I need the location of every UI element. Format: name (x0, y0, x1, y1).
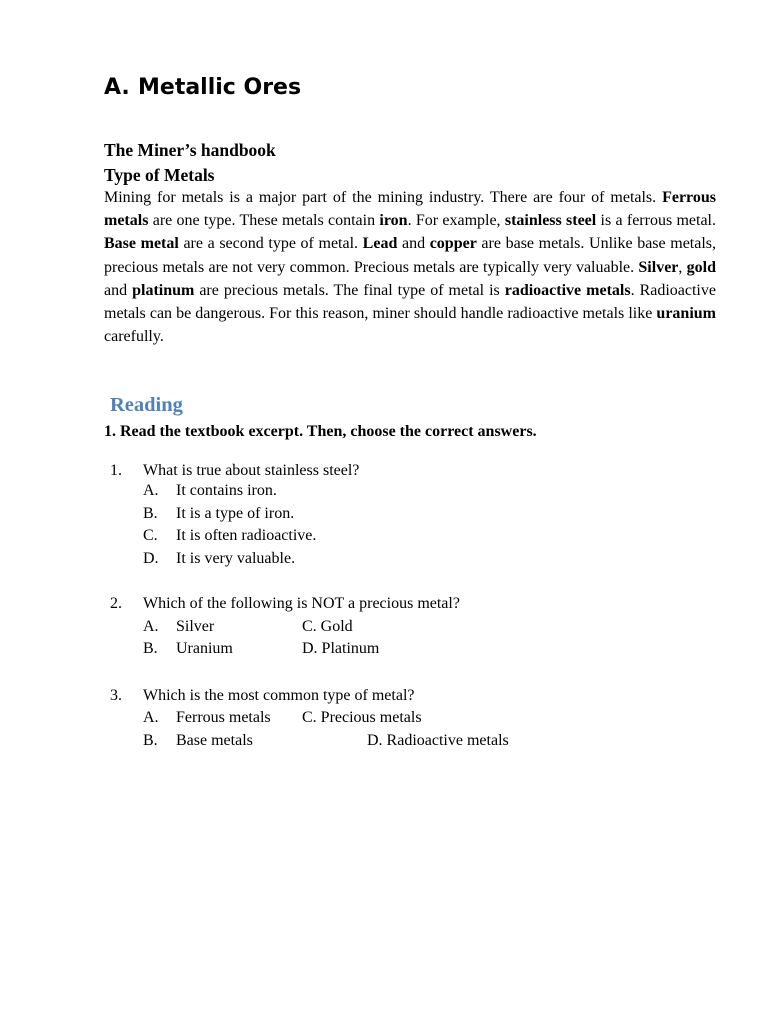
bold-term: copper (429, 235, 477, 253)
q1-option-a-letter: A. (143, 482, 159, 499)
paragraph-text: are precious metals. The final type of metal is (194, 281, 505, 299)
bold-term: Ferrous metals (104, 189, 716, 230)
paragraph-text: , (678, 258, 687, 276)
q3-option-a-text: Ferrous metals (176, 709, 271, 726)
instruction-text: 1. Read the textbook excerpt. Then, choose the correct answers. (104, 423, 537, 440)
bold-term: uranium (656, 305, 716, 323)
q2-option-d: D. Platinum (302, 640, 380, 657)
paragraph-text: are one type. These metals contain (148, 212, 380, 230)
question-2-number: 2. (110, 595, 122, 612)
q2-option-a-text: Silver (176, 618, 215, 635)
paragraph-text: Mining for metals is a major part of the mining industry. There are four of metals. (104, 189, 663, 206)
paragraph-text: is a ferrous metal. (596, 212, 717, 230)
question-1-text: What is true about stainless steel? (143, 462, 360, 479)
bold-term: Lead (362, 235, 398, 253)
question-3-text: Which is the most common type of metal? (143, 687, 415, 704)
handbook-title: The Miner’s handbook (104, 140, 276, 160)
bold-term: radioactive metals (504, 281, 631, 299)
section-letter: A. (104, 75, 130, 100)
paragraph-text: . For example, (407, 212, 505, 230)
question-2-text: Which of the following is NOT a precious metal? (143, 595, 460, 612)
q3-option-b-letter: B. (143, 732, 158, 749)
paragraph-text: are a second type of metal. (178, 235, 363, 253)
paragraph-text: are base metals. Unlike base metals, precious metals are not very common. Precious metals are typically very valuable. (104, 235, 717, 276)
q1-option-c-text: It is often radioactive. (176, 527, 317, 544)
q1-option-b-text: It is a type of iron. (176, 505, 295, 522)
q3-option-b-text: Base metals (176, 732, 253, 749)
bold-term: gold (686, 258, 717, 276)
bold-term: platinum (132, 281, 195, 299)
q3-option-a-letter: A. (143, 709, 159, 726)
excerpt-paragraph (104, 186, 716, 348)
q2-option-c: C. Gold (302, 618, 353, 635)
q2-option-b-text: Uranium (176, 640, 233, 657)
section-title (104, 72, 301, 104)
question-1-number: 1. (110, 462, 122, 479)
q1-option-b-letter: B. (143, 505, 158, 522)
q1-option-a-text: It contains iron. (176, 482, 277, 499)
bold-term: Silver (638, 258, 679, 276)
paragraph-text: and (397, 235, 430, 253)
paragraph-text: and (104, 281, 133, 299)
q1-option-d-letter: D. (143, 550, 159, 567)
q1-option-c-letter: C. (143, 527, 158, 544)
bold-term: stainless steel (504, 212, 597, 230)
reading-heading: Reading (110, 394, 183, 416)
q2-option-b-letter: B. (143, 640, 158, 657)
question-3-number: 3. (110, 687, 122, 704)
q1-option-d-text: It is very valuable. (176, 550, 296, 567)
paragraph-text: carefully. (104, 328, 164, 346)
bold-term: Base metal (104, 235, 179, 253)
section-title-text: Metallic Ores (138, 75, 302, 100)
q2-option-a-letter: A. (143, 618, 159, 635)
bold-term: iron (379, 212, 408, 230)
paragraph-text: . Radioactive metals can be dangerous. For this reason, miner should handle radioactive metals like (104, 281, 716, 323)
q3-option-d: D. Radioactive metals (367, 732, 509, 749)
subtitle: Type of Metals (104, 165, 215, 185)
q3-option-c: C. Precious metals (302, 709, 422, 726)
